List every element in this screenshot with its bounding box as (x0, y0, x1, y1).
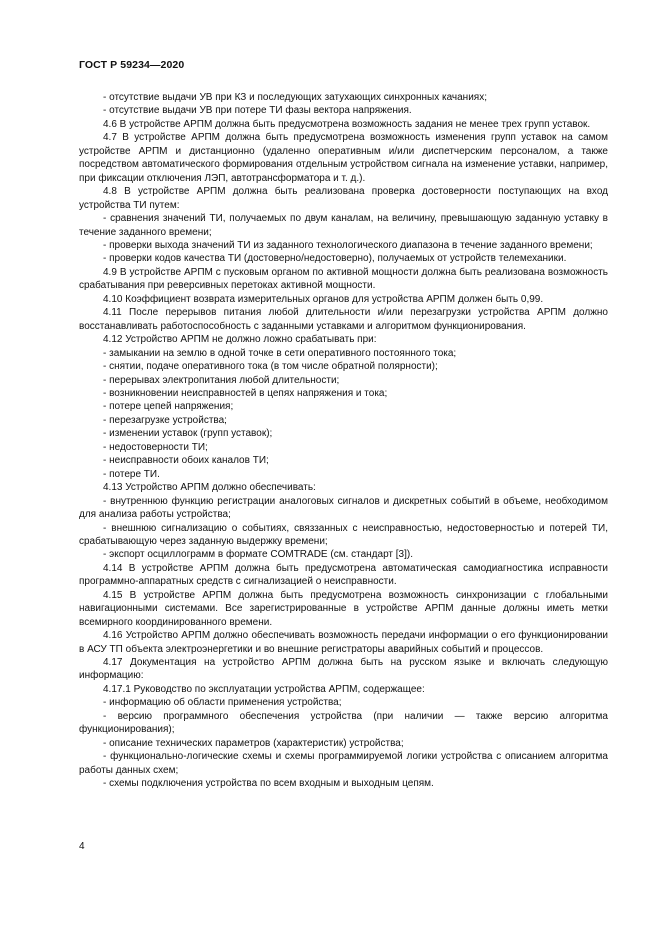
list-item: - сравнения значений ТИ, получаемых по двум каналам, на величину, превышающую заданную уставку в течение заданного времени; (79, 213, 608, 238)
list-item: - внешнюю сигнализацию о событиях, связзанных с неисправностью, недостоверностью и потерей ТИ, срабатывающую через заданную выдержку времени; (79, 522, 608, 547)
clause-4-10: 4.10 Коэффициент возврата измерительных органов для устройства АРПМ должен быть 0,99. (103, 293, 544, 305)
list-item: - схемы подключения устройства по всем входным и выходным цепям. (103, 778, 434, 790)
page-number: 4 (79, 841, 85, 852)
list-item: - снятии, подаче оперативного тока (в том числе обратной полярности); (103, 361, 438, 373)
list-item: - возникновении неисправностей в цепях напряжения и тока; (103, 387, 388, 399)
list-item: - потере цепей напряжения; (103, 401, 234, 413)
list-item: - функционально-логические схемы и схемы программируемой логики устройства с описанием алгоритма работы данных схем; (79, 751, 608, 776)
clause-4-12: 4.12 Устройство АРПМ не должно ложно срабатывать при: (103, 334, 377, 346)
clause-4-14: 4.14 В устройстве АРПМ должна быть предусмотрена автоматическая самодиагностика исправности программно-аппаратных средств с сигнализацией о неисправности. (79, 562, 608, 588)
clause-4-17: 4.17 Документация на устройство АРПМ должна быть на русском языке и включать следующую информацию: (79, 657, 608, 682)
list-item: - неисправности обоих каналов ТИ; (103, 455, 269, 467)
list-item: - недостоверности ТИ; (103, 441, 208, 453)
list-item: - версию программного обеспечения устройства (при наличии — также версию алгоритма функционирования); (79, 710, 608, 736)
list-item: - описание технических параметров (характеристик) устройства; (103, 737, 404, 749)
list-item: - перерывах электропитания любой длительности; (103, 374, 340, 386)
list-item: - изменении уставок (групп уставок); (103, 428, 273, 440)
list-item: - потере ТИ. (103, 468, 160, 480)
list-item: - внутреннюю функцию регистрации аналоговых сигналов и дискретных событий в объеме, необходимом для анализа работы устройства; (79, 495, 608, 521)
list-item: - перезагрузке устройства; (103, 414, 227, 426)
clause-4-16: 4.16 Устройство АРПМ должно обеспечивать возможность передачи информации о его функционировании в АСУ ТП объекта электроэнергетики и во внешние регистраторы аварийных событий и процессов. (79, 630, 608, 655)
document-body (79, 91, 608, 791)
clause-4-17-1: 4.17.1 Руководство по эксплуатации устройства АРПМ, содержащее: (103, 683, 425, 695)
list-item: - отсутствие выдачи УВ при потере ТИ фазы вектора напряжения. (103, 105, 412, 117)
list-item: - проверки кодов качества ТИ (достоверно/недостоверно), получаемых от устройств телемеханики. (103, 253, 567, 265)
clause-4-15: 4.15 В устройстве АРПМ должна быть предусмотрена возможность синхронизации с глобальными навигационными системами. Все зарегистрированные в устройстве АРПМ данные должны иметь метки всемирного координированного времени. (79, 589, 608, 628)
list-item: - замыкании на землю в одной точке в сети оперативного постоянного тока; (103, 347, 457, 359)
clause-4-6: 4.6 В устройстве АРПМ должна быть предусмотрена возможность задания не менее трех групп уставок. (103, 118, 591, 130)
clause-4-9: 4.9 В устройстве АРПМ с пусковым органом по активной мощности должна быть реализована возможность срабатывания при реверсивных перетоках активной мощности. (79, 266, 608, 292)
clause-4-13: 4.13 Устройство АРПМ должно обеспечивать: (103, 482, 316, 494)
clause-4-7: 4.7 В устройстве АРПМ должна быть предусмотрена возможность изменения групп уставок на самом устройстве АРПМ и дистанционно (удаленно оперативным и/или диспетчерским персоналом, а также посредством автоматического формирования отдельным устройством сигнала на изменение уставки, например, при фиксации отключения ЛЭП, автотрансформатора и т. д.). (79, 132, 608, 184)
document-header: ГОСТ Р 59234—2020 (79, 59, 185, 71)
list-item: - проверки выхода значений ТИ из заданного технологического диапазона в течение заданного времени; (103, 239, 593, 251)
clause-4-11: 4.11 После перерывов питания любой длительности и/или перезагрузки устройства АРПМ должно восстанавливать работоспособность с заданными уставками и алгоритмом функционирования. (79, 307, 608, 332)
list-item: - информацию об области применения устройства; (103, 697, 342, 709)
list-item: - экспорт осциллограмм в формате COMTRADE (см. стандарт [3]). (103, 549, 413, 561)
list-item: - отсутствие выдачи УВ при КЗ и последующих затухающих синхронных качаниях; (103, 92, 487, 103)
clause-4-8: 4.8 В устройстве АРПМ должна быть реализована проверка достоверности поступающих на вход устройства ТИ путем: (79, 186, 608, 211)
